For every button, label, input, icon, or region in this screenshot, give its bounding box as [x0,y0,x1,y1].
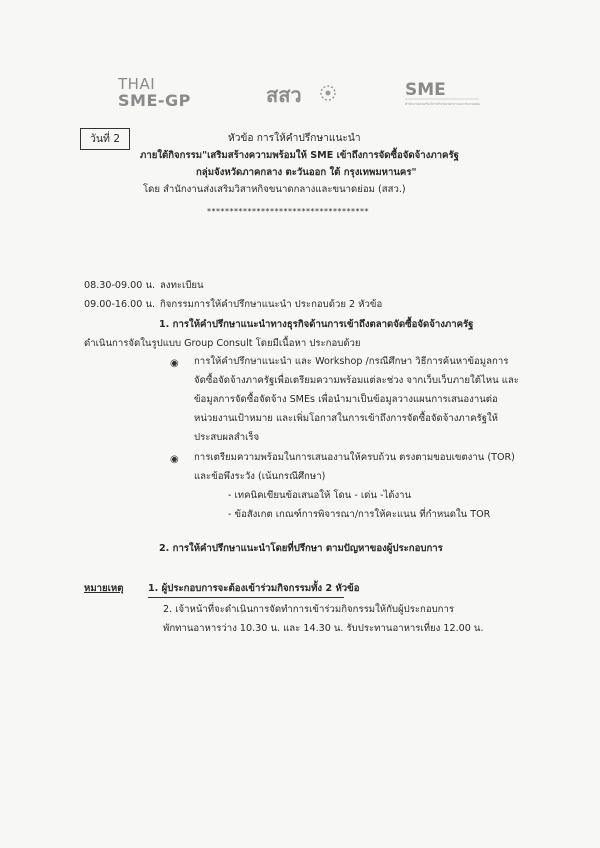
bullet1-line: ประสบผลสำเร็จ [194,432,260,443]
svg-text:สำนักงานส่งเสริมวิสาหกิจขนาดกล: สำนักงานส่งเสริมวิสาหกิจขนาดกลางและขนาดย่อม [405,102,480,106]
note-item-1: 1. ผู้ประกอบการจะต้องเข้าร่วมกิจกรรมทั้ง 2 หัวข้อ [148,583,360,594]
section1-intro: ดำเนินการจัดในรูปแบบ Group Consult โดยมีเนื้อหา ประกอบด้วย [84,338,361,349]
organizer-line: โดย สำนักงานส่งเสริมวิสาหกิจขนาดกลางและขนาดย่อม (สสว.) [143,184,406,195]
section1-title: 1. การให้คำปรึกษาแนะนำทางธุรกิจด้านการเข้าถึงตลาดจัดซื้อจัดจ้างภาครัฐ [159,319,474,330]
schedule-activity-2: กิจกรรมการให้คำปรึกษาแนะนำ ประกอบด้วย 2 หัวข้อ [160,299,383,310]
schedule-activity-1: ลงทะเบียน [160,280,204,291]
bullet1-line: หน่วยงานเป้าหมาย และเพิ่มโอกาสในการเข้าถึงการจัดซื้อจัดจ้างภาครัฐให้ [194,413,499,424]
sub-item: - ข้อสังเกต เกณฑ์การพิจารณา/การให้คะแนน ที่กำหนดใน TOR [228,509,491,520]
break-times: พักทานอาหารว่าง 10.30 น. และ 14.30 น. รับประทานอาหารเที่ยง 12.00 น. [163,623,484,634]
sub-item: - เทคนิคเขียนข้อเสนอให้ โดน - เด่น -ได้งาน [228,490,412,501]
bullet1-line: ข้อมูลการจัดซื้อจัดจ้าง SMEs เพื่อนำมาเป็นข้อมูลวางแผนการเสนองานต่อ [194,394,498,405]
day-label-box: วันที่ 2 [80,128,130,150]
group-title: กลุ่มจังหวัดภาคกลาง ตะวันออก ใต้ กรุงเทพมหานคร" [196,167,417,178]
sorsor-logo [266,80,346,110]
topic-heading: หัวข้อ การให้คำปรึกษาแนะนำ [228,133,361,144]
schedule-time-2: 09.00-16.00 น. [84,299,156,310]
bullet2-line: การเตรียมความพร้อมในการเสนองานให้ครบถ้วน ตรงตามขอบเขตงาน (TOR) [194,452,515,463]
svg-text:สสว: สสว [266,83,302,107]
notes-label: หมายเหตุ [84,583,124,594]
note-item-1-underline [148,597,344,598]
bullet-icon: ◉ [170,454,179,465]
note-item-2: 2. เจ้าหน้าที่จะดำเนินการจัดทำการเข้าร่วมกิจกรรมให้กับผู้ประกอบการ [163,604,455,615]
bullet1-line: จัดซื้อจัดจ้างภาครัฐเพื่อเตรียมความพร้อมแต่ละช่วง จากเว็บเว็บภายใต้ไหน และ [194,375,519,386]
bullet1-line: การให้คำปรึกษาแนะนำ และ Workshop /กรณีศึกษา วิธีการค้นหาข้อมูลการ [194,356,509,367]
sme-logo [405,78,483,108]
section2-title: 2. การให้คำปรึกษาแนะนำโดยที่ปรึกษา ตามปัญหาของผู้ประกอบการ [159,543,443,554]
thai-sme-gp-logo: THAI SME-GP [118,75,191,110]
bullet-icon: ◉ [170,358,179,369]
schedule-time-1: 08.30-09.00 น. [84,280,156,291]
bullet2-line: และข้อพึงระวัง (เน้นกรณีศึกษา) [194,471,326,482]
svg-text:SME: SME [405,80,446,100]
divider-stars: ************************************ [207,207,369,216]
project-title: ภายใต้กิจกรรม"เสริมสร้างความพร้อมให้ SME เข้าถึงการจัดซื้อจัดจ้างภาครัฐ [140,150,459,161]
